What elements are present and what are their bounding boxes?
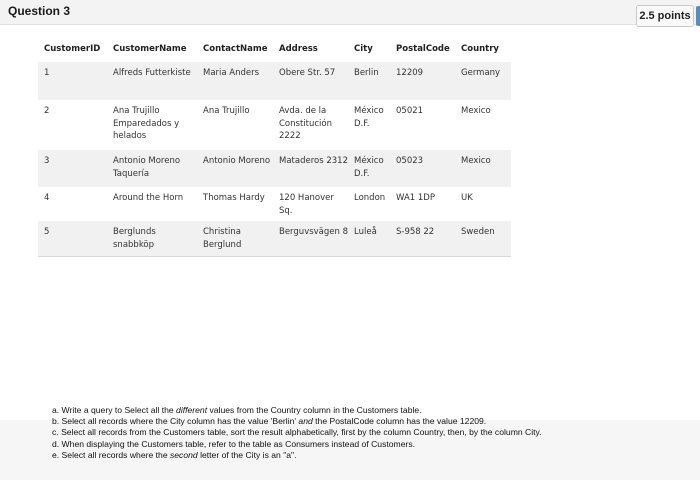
table-cell: Obere Str. 57 bbox=[273, 62, 348, 100]
table-cell: 3 bbox=[38, 150, 107, 187]
table-cell: Alfreds Futterkiste bbox=[107, 62, 197, 100]
table-cell: 12209 bbox=[390, 62, 455, 100]
task-emphasis: and bbox=[298, 416, 313, 427]
table-cell: Berguvsvägen 8 bbox=[273, 221, 348, 257]
task-text: c. Select all records from the Customers table, sort the result alphabetically, first by the column Country, then, by the column City. bbox=[52, 427, 542, 438]
table-cell: 120 Hanover Sq. bbox=[273, 187, 348, 221]
table-cell: Berglunds snabbköp bbox=[107, 221, 197, 257]
question-title: Question 3 bbox=[8, 4, 71, 18]
next-panel-edge[interactable] bbox=[696, 6, 700, 26]
task-text: the PostalCode column has the value 12209. bbox=[312, 416, 487, 427]
table-cell: Berlin bbox=[348, 62, 390, 100]
table-cell: México D.F. bbox=[348, 100, 390, 150]
table-cell: Luleå bbox=[348, 221, 390, 257]
table-row bbox=[38, 187, 511, 221]
table-cell: Christina Berglund bbox=[197, 221, 273, 257]
table-cell: 5 bbox=[38, 221, 107, 257]
table-cell: Mexico bbox=[455, 150, 511, 187]
task-item-b bbox=[52, 416, 692, 427]
column-header: City bbox=[348, 40, 390, 62]
table-cell: Ana Trujillo bbox=[197, 100, 273, 150]
task-text: a. Write a query to Select all the bbox=[52, 405, 177, 415]
table-cell: London bbox=[348, 187, 390, 221]
points-badge: 2.5 points bbox=[636, 5, 694, 27]
table-header-row bbox=[38, 40, 511, 62]
column-header: Country bbox=[455, 40, 511, 62]
column-header: ContactName bbox=[197, 40, 273, 62]
table-cell: Antonio Moreno Taquería bbox=[107, 150, 197, 187]
task-item-e bbox=[52, 450, 692, 461]
table-cell: 05021 bbox=[390, 100, 455, 150]
table-cell: 4 bbox=[38, 187, 107, 221]
table-cell: Maria Anders bbox=[197, 62, 273, 100]
task-text: e. Select all records where the bbox=[52, 449, 170, 460]
column-header: CustomerName bbox=[107, 40, 197, 62]
table-cell: Sweden bbox=[455, 221, 511, 257]
table-row bbox=[38, 100, 511, 150]
task-text: letter of the City is an "a". bbox=[197, 449, 297, 460]
task-emphasis: different bbox=[176, 405, 208, 415]
column-header: CustomerID bbox=[38, 40, 107, 62]
column-header: PostalCode bbox=[390, 40, 455, 62]
table-cell: WA1 1DP bbox=[390, 187, 455, 221]
table-cell: Mexico bbox=[455, 100, 511, 150]
task-item-c bbox=[52, 427, 692, 438]
task-item-a bbox=[52, 405, 692, 416]
customers-table bbox=[38, 40, 511, 257]
task-text: d. When displaying the Customers table, refer to the table as Consumers instead of Customers. bbox=[52, 438, 416, 449]
column-header: Address bbox=[273, 40, 348, 62]
table-cell: S-958 22 bbox=[390, 221, 455, 257]
question-header bbox=[0, 0, 700, 25]
table-cell: Thomas Hardy bbox=[197, 187, 273, 221]
table-cell: 05023 bbox=[390, 150, 455, 187]
task-emphasis: second bbox=[169, 449, 198, 460]
task-text: b. Select all records where the City column has the value 'Berlin' bbox=[52, 416, 299, 427]
table-cell: Germany bbox=[455, 62, 511, 100]
table-cell: 2 bbox=[38, 100, 107, 150]
table-cell: 1 bbox=[38, 62, 107, 100]
task-item-d bbox=[52, 439, 692, 450]
table-cell: Around the Horn bbox=[107, 187, 197, 221]
table-cell: Antonio Moreno bbox=[197, 150, 273, 187]
table-row bbox=[38, 150, 511, 187]
table-cell: Ana Trujillo Emparedados y helados bbox=[107, 100, 197, 150]
table-row bbox=[38, 62, 511, 100]
task-text: values from the Country column in the Customers table. bbox=[207, 405, 422, 415]
customers-table-image bbox=[38, 40, 511, 257]
table-cell: UK bbox=[455, 187, 511, 221]
table-cell: México D.F. bbox=[348, 150, 390, 187]
task-list bbox=[52, 405, 692, 461]
table-row bbox=[38, 221, 511, 257]
table-cell: Mataderos 2312 bbox=[273, 150, 348, 187]
table-cell: Avda. de la Constitución 2222 bbox=[273, 100, 348, 150]
